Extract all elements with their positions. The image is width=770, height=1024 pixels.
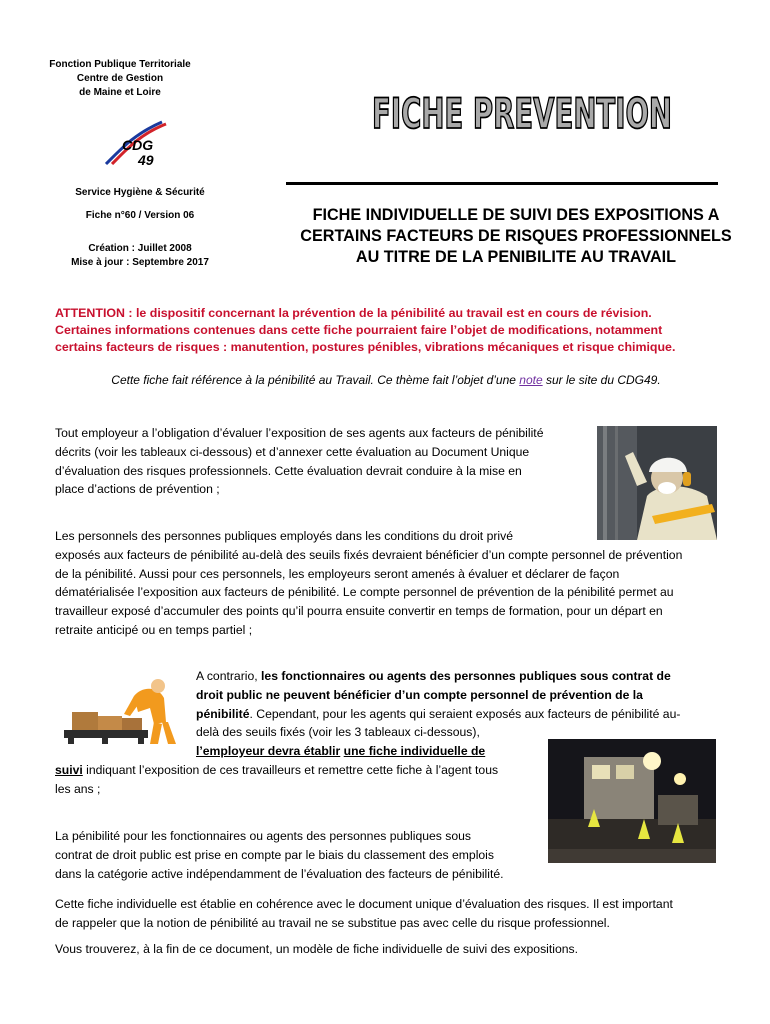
para4-line-3: dans la catégorie active indépendamment de l’évaluation des facteurs de pénibilité. [55,866,504,881]
cdg49-logo-icon [100,120,176,168]
para1-line-4: place d’actions de prévention ; [55,482,220,497]
paragraph-model-note [55,940,717,959]
para3-line-1 [55,667,717,686]
para1-line-2: décrits (voir les tableaux ci-dessous) et d’annexer cette évaluation au Document Unique [55,444,530,459]
para4-line-1: La pénibilité pour les fonctionnaires ou agents des personnes publiques sous [55,829,472,843]
reference-text-before: Cette fiche fait référence à la pénibilité au Travail. Ce thème fait l’objet d’une [111,373,520,387]
para1-line-1: Tout employeur a l’obligation d’évaluer l’exposition de ses agents aux facteurs de pénibilité [55,426,544,440]
para3-line-1-start: A contrario, [196,669,262,683]
fiche-version: Fiche n°60 / Version 06 [85,210,195,221]
para3-line-7: les ans ; [55,781,101,796]
svg-text:49: 49 [138,152,154,168]
para2-line-4: dématérialisée l’exposition aux facteurs de pénibilité. Le compte personnel de prévention de la pénibilité permet au [55,585,674,600]
org-line-1: Fonction Publique Territoriale [49,59,191,70]
reference-note [55,373,717,387]
para3-line-2: droit public ne peuvent bénéficier d’un compte personnel de prévention de la [196,687,643,702]
reference-text-after: sur le site du CDG49. [542,373,661,387]
para3-line-3-rest: . Cependant, pour les agents qui seraient exposés aux facteurs de pénibilité au- [249,706,681,721]
para6-line-1: Vous trouverez, à la fin de ce document, un modèle de fiche individuelle de suivi des expositions. [55,942,579,956]
svg-text:CDG: CDG [122,137,154,153]
para3-line-4: delà des seuils fixés (voir les 3 tableaux ci-dessous), [196,725,480,740]
para1-line-3: d’évaluation des risques professionnels. Cette évaluation devrait conduire à la mise en [55,463,522,478]
para5-line-1: Cette fiche individuelle est établie en cohérence avec le document unique d’évaluation des risques. Il est important [55,897,673,911]
banner-text: FICHE PREVENTION [372,89,672,138]
fiche-prevention-banner [352,80,692,140]
organisation-block [40,58,200,100]
roadworks-photo [548,739,716,863]
update-date: Mise à jour : Septembre 2017 [71,257,209,268]
title-line-2: CERTAINS FACTEURS DE RISQUES PROFESSIONNELS [300,227,732,245]
employer-obligation: l’employeur devra établir [196,744,341,759]
para3-line-6-rest: indiquant l’exposition de ces travailleurs et remettre cette fiche à l’agent tous [82,762,499,777]
org-line-3: de Maine et Loire [79,87,161,98]
cdg49-logo [100,120,176,168]
individual-sheet-end: suivi [55,762,83,777]
attention-line-2: Certaines informations contenues dans cette fiche pourraient faire l’objet de modifications, notamment [55,323,663,337]
attention-notice [55,305,717,356]
para2-line-6: retraite anticipé ou en temps partiel ; [55,622,253,637]
para2-line-5: travailleur exposé d’accumuler des points qu’il pourra ensuite convertir en temps de formation, pour un départ en [55,604,663,619]
org-line-2: Centre de Gestion [76,73,164,84]
para2-line-1: Les personnels des personnes publiques employés dans les conditions du droit privé [55,529,513,543]
para3-line-1-bold: les fonctionnaires ou agents des personnes publiques sous contrat de [261,669,671,683]
paragraph-private-law [55,527,717,640]
creation-date: Création : Juillet 2008 [88,243,192,254]
para2-line-3: de la pénibilité. Aussi pour ces personnels, les employeurs seront amenés à évaluer et déclarer de façon [55,566,620,581]
paragraph-coherence [55,895,717,933]
para5-line-2: de rappeler que la notion de pénibilité au travail ne se substitue pas avec celle du risque professionnel. [55,915,610,930]
title-line-3: AU TITRE DE LA PENIBILITE AU TRAVAIL [355,248,677,266]
worker-photo [597,426,717,540]
paragraph-active-category [55,827,528,883]
title-line-1: FICHE INDIVIDUELLE DE SUIVI DES EXPOSITIONS A [312,206,720,224]
individual-sheet-start: une fiche individuelle de [343,744,486,759]
para3-line-3 [55,705,717,724]
para3-line-3-bold: pénibilité [196,706,250,721]
para2-line-2: exposés aux facteurs de pénibilité au-delà des seuils fixés devraient bénéficier d’un compte personnel de prévention [55,547,683,562]
note-link[interactable]: note [519,373,543,387]
header-rule [286,182,718,185]
attention-line-3: certains facteurs de risques : manutention, postures pénibles, vibrations mécaniques et risque chimique. [55,340,676,354]
paragraph-evaluation [55,424,577,499]
service-label: Service Hygiène & Sécurité [75,187,205,198]
para4-line-2: contrat de droit public est prise en compte par le biais du classement des emplois [55,847,494,862]
attention-line-1: ATTENTION : le dispositif concernant la prévention de la pénibilité au travail est en cours de révision. [55,306,652,320]
document-title [284,205,748,268]
